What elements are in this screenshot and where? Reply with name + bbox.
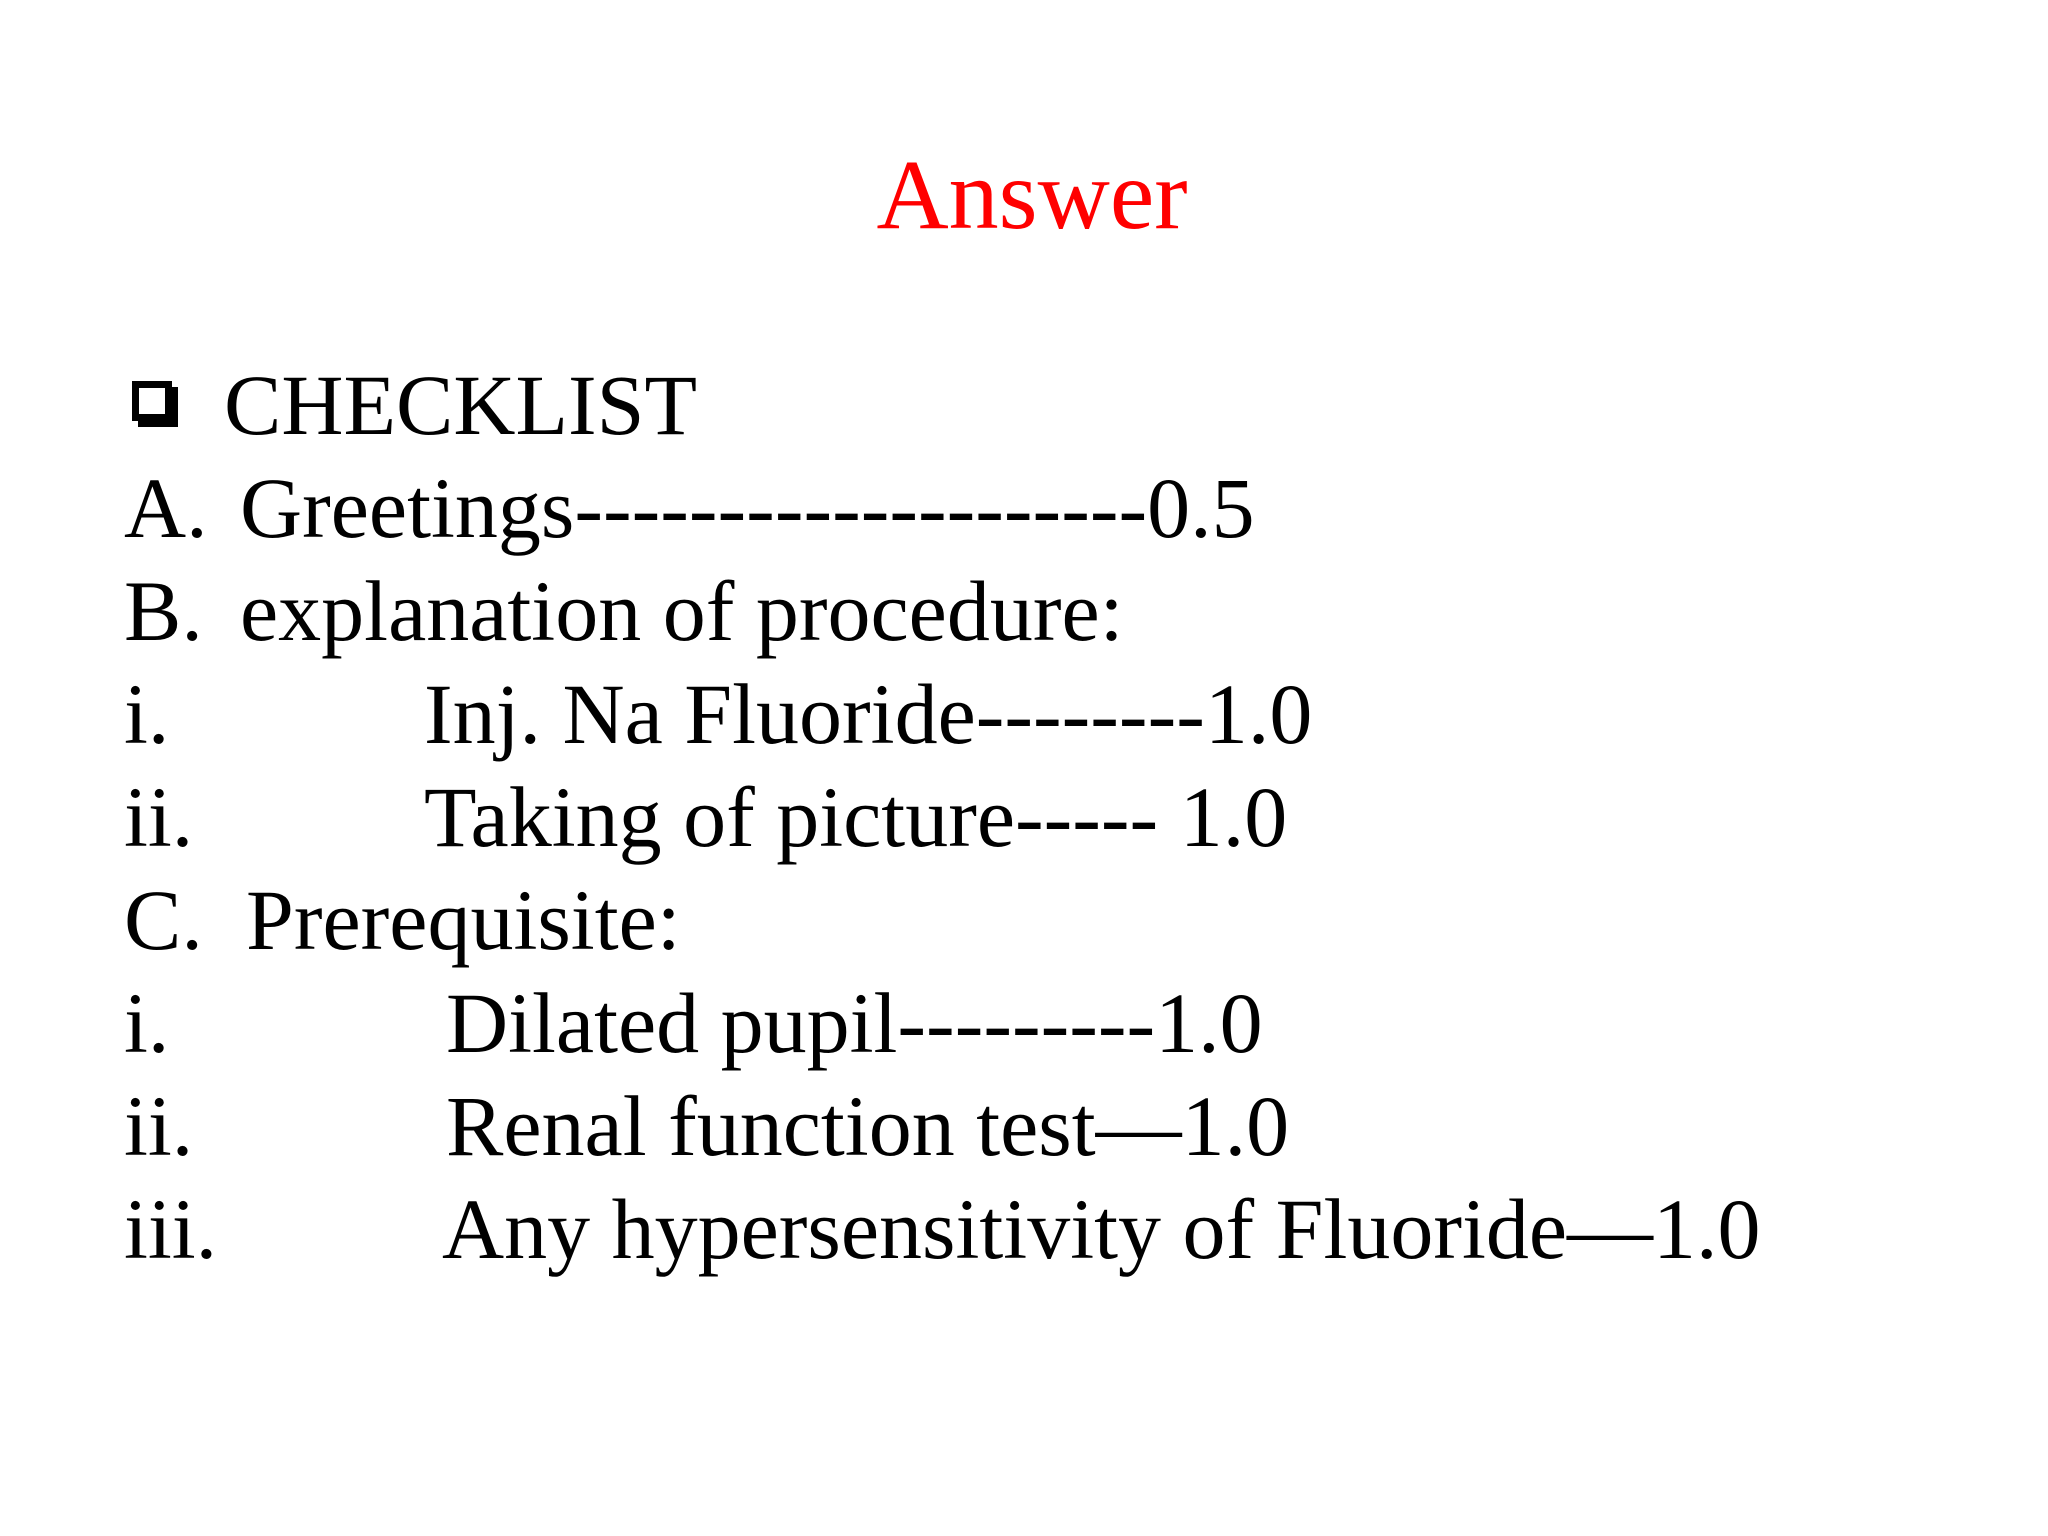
list-item-marker: iii. — [124, 1181, 218, 1277]
checklist-heading-text: CHECKLIST — [224, 357, 697, 453]
list-item-text: Renal function test—1.0 — [446, 1078, 1290, 1174]
list-item-marker: ii. — [124, 769, 194, 865]
list-item-text: explanation of procedure: — [240, 563, 1124, 659]
list-item-marker: C. — [124, 872, 203, 968]
list-item-text: Dilated pupil---------1.0 — [446, 975, 1263, 1071]
list-item-marker: B. — [124, 563, 203, 659]
list-item-text: Prerequisite: — [246, 872, 681, 968]
list-item-marker: i. — [124, 975, 170, 1071]
title-text: Answer — [876, 139, 1188, 250]
checkbox-square-icon — [132, 381, 172, 421]
list-item-text: Inj. Na Fluoride--------1.0 — [424, 666, 1313, 762]
list-item-marker: i. — [124, 666, 170, 762]
list-item-text: Any hypersensitivity of Fluoride—1.0 — [442, 1181, 1761, 1277]
slide-title — [0, 140, 2048, 250]
list-item-marker: A. — [124, 460, 208, 556]
list-item-text: Taking of picture----- 1.0 — [424, 769, 1288, 865]
list-item-text: Greetings--------------------0.5 — [240, 460, 1255, 556]
list-item-marker: ii. — [124, 1078, 194, 1174]
